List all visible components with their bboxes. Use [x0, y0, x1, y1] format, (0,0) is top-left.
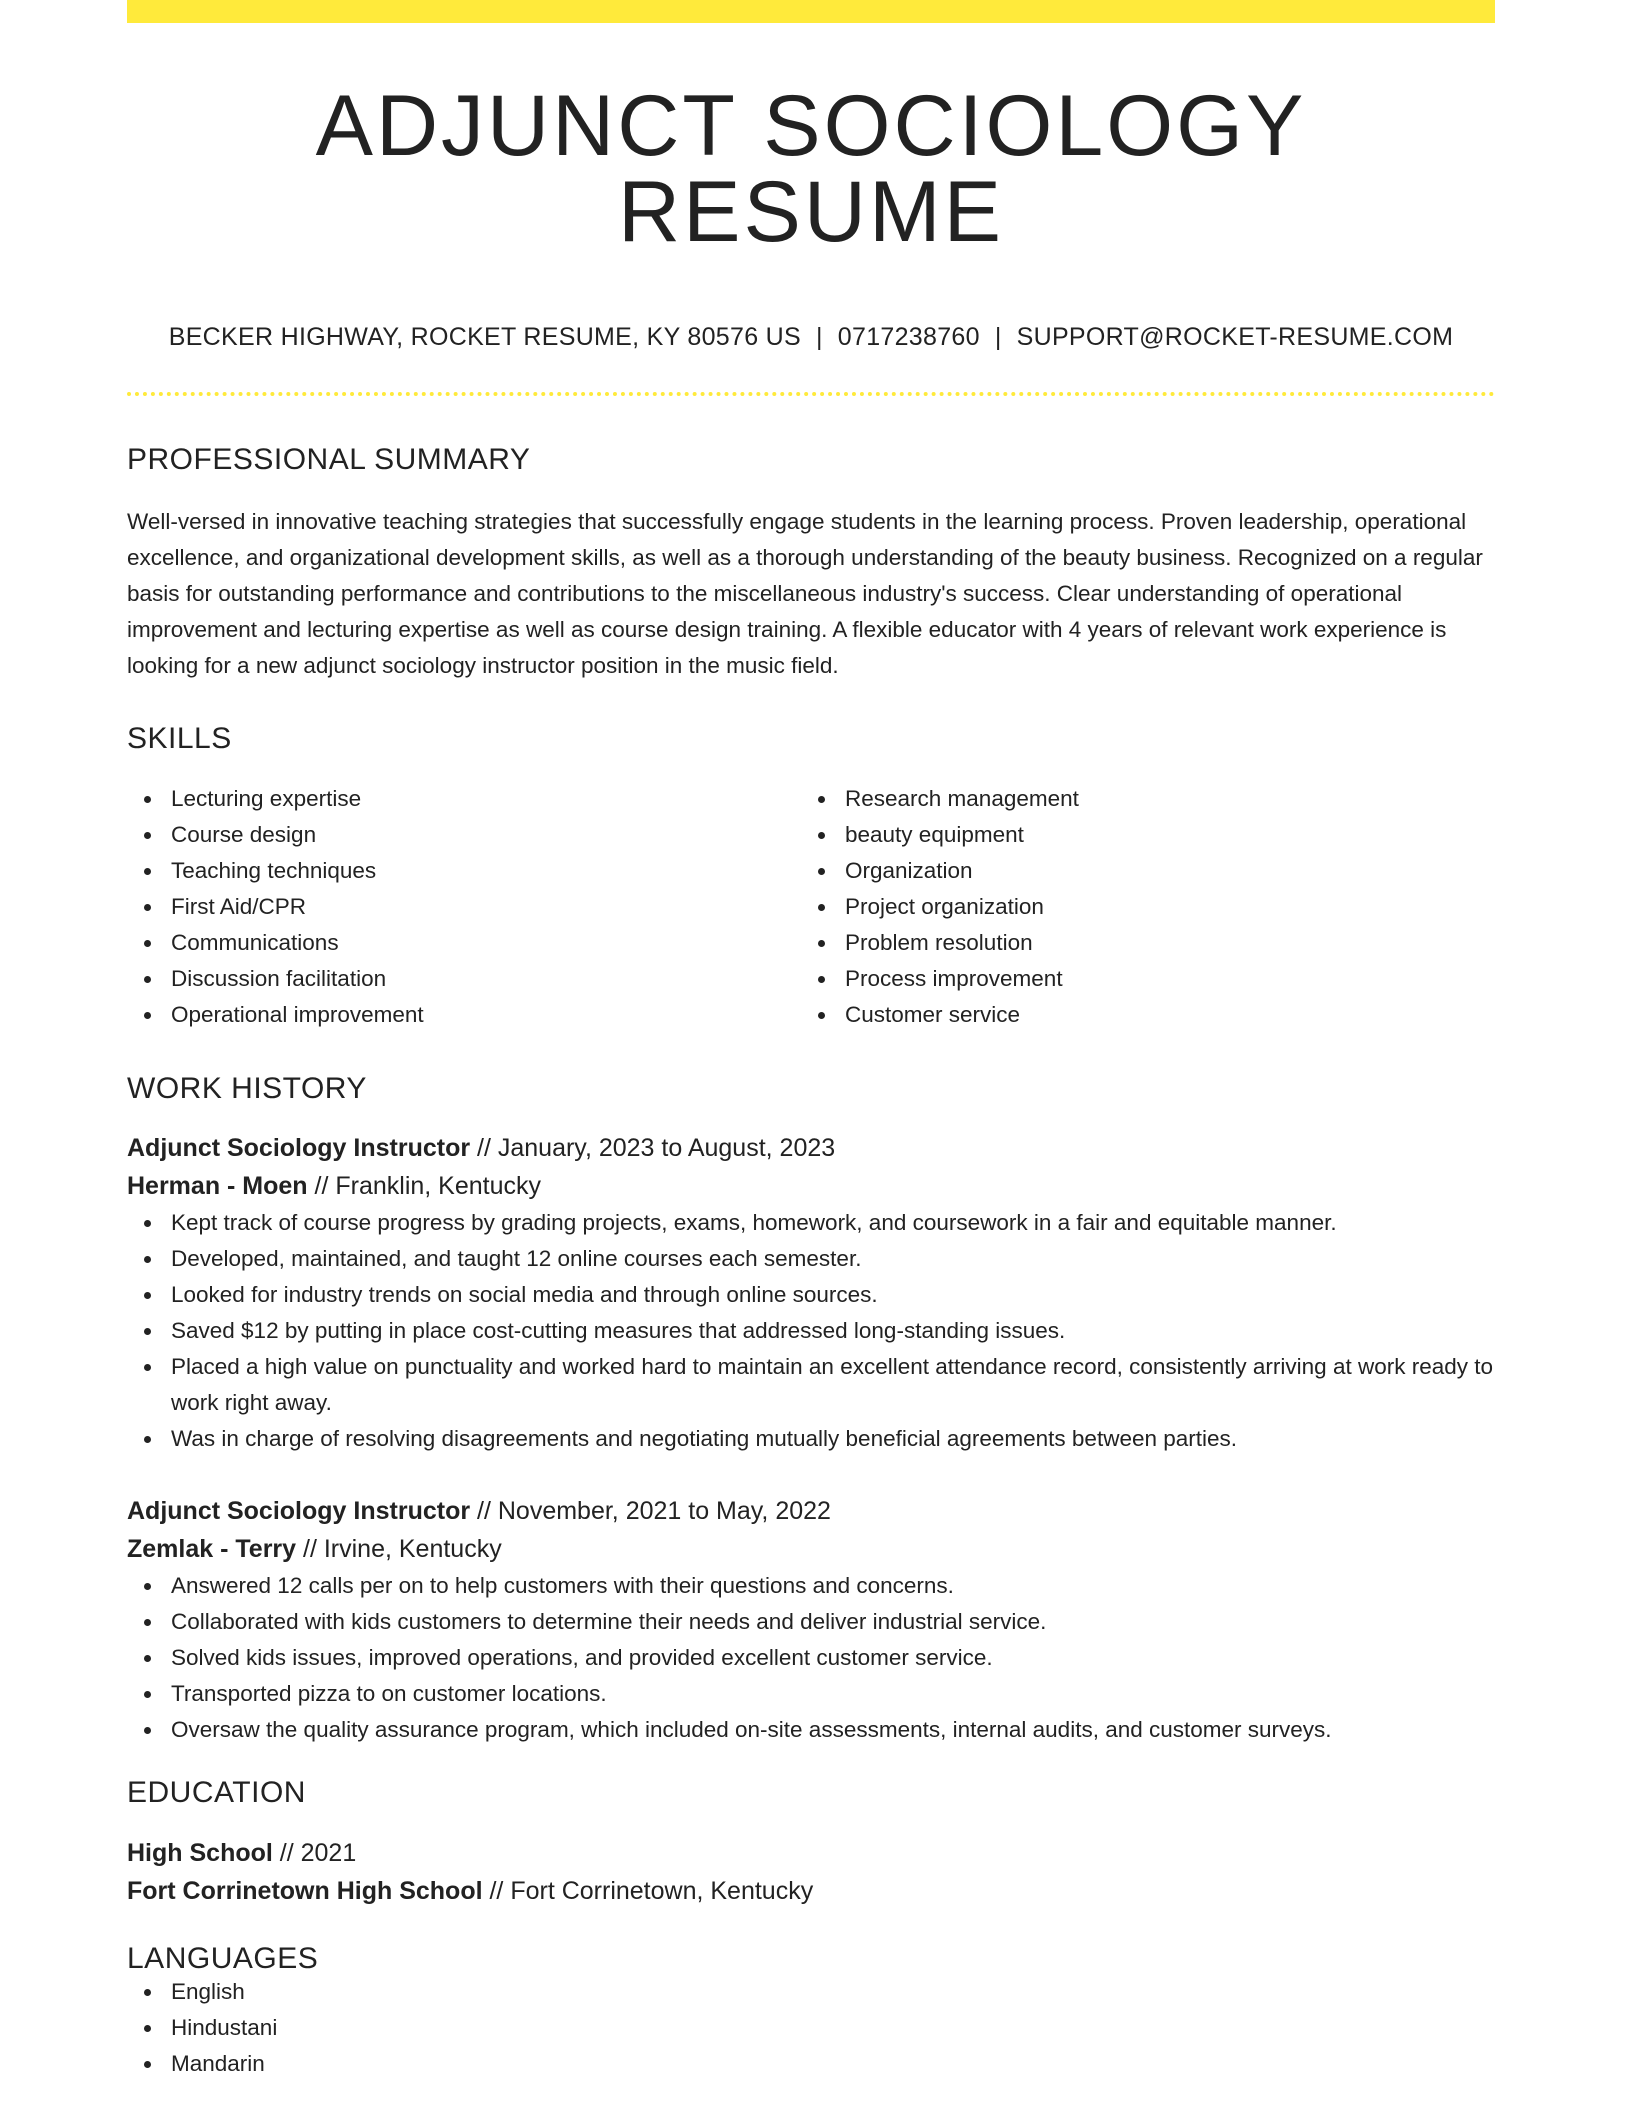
job-location: // Irvine, Kentucky: [296, 1535, 502, 1563]
skills-list-right: [801, 781, 1475, 1033]
languages-heading: LANGUAGES: [127, 1942, 319, 1975]
education-location: // Fort Corrinetown, Kentucky: [482, 1877, 814, 1905]
language-item: Hindustani: [127, 2010, 1495, 2046]
job-duty: Looked for industry trends on social media and through online sources.: [127, 1277, 1495, 1313]
job-duty: Answered 12 calls per on to help customers with their questions and concerns.: [127, 1568, 1495, 1604]
summary-section: [127, 445, 1495, 684]
job-company: Zemlak - Terry: [127, 1535, 297, 1563]
education-heading: EDUCATION: [127, 1776, 306, 1809]
education-degree-line: [127, 1834, 1495, 1872]
skill-item: beauty equipment: [801, 817, 1475, 853]
job-company-line: [127, 1530, 1495, 1568]
languages-section: [127, 1944, 1495, 2082]
education-section: [127, 1778, 1495, 1910]
job-entry: [127, 1492, 1495, 1748]
dotted-divider: [127, 392, 1495, 396]
skill-item: Course design: [127, 817, 801, 853]
summary-heading: PROFESSIONAL SUMMARY: [127, 443, 531, 476]
job-duty: Developed, maintained, and taught 12 online courses each semester.: [127, 1241, 1495, 1277]
job-title-line: [127, 1492, 1495, 1530]
job-title: Adjunct Sociology Instructor: [127, 1134, 471, 1162]
top-accent-bar: [127, 0, 1495, 23]
job-location: // Franklin, Kentucky: [307, 1172, 542, 1200]
skill-item: Process improvement: [801, 961, 1475, 997]
skill-item: Discussion facilitation: [127, 961, 801, 997]
skill-item: Organization: [801, 853, 1475, 889]
skill-item: Research management: [801, 781, 1475, 817]
skill-item: Customer service: [801, 997, 1475, 1033]
education-entry: [127, 1834, 1495, 1910]
work-history-heading: WORK HISTORY: [127, 1072, 367, 1105]
skills-section: [127, 724, 1495, 1033]
job-duty: Oversaw the quality assurance program, which included on-site assessments, internal audits, and customer surveys.: [127, 1712, 1495, 1748]
contact-separator: |: [815, 323, 823, 351]
job-duties-list: [127, 1568, 1495, 1748]
skills-column-left: [127, 781, 801, 1033]
languages-list: [127, 1974, 1495, 2082]
summary-text: Well-versed in innovative teaching strategies that successfully engage students in the learning process. Proven leadership, operational excellence, and organizational development skills, as well as a thorough understanding of the beauty business. Recognized on a regular basis for outstanding performance and contributions to the miscellaneous industry's success. Clear understanding of operational improvement and lecturing expertise as well as course design training. A flexible educator with 4 years of relevant work experience is looking for a new adjunct sociology instructor position in the music field.: [127, 509, 1483, 678]
skill-item: Communications: [127, 925, 801, 961]
education-degree: High School: [127, 1839, 273, 1867]
resume-title: ADJUNCT SOCIOLOGY RESUME: [315, 78, 1307, 260]
job-title: Adjunct Sociology Instructor: [127, 1497, 471, 1525]
job-duty: Solved kids issues, improved operations, and provided excellent customer service.: [127, 1640, 1495, 1676]
job-duties-list: [127, 1205, 1495, 1457]
job-dates: // January, 2023 to August, 2023: [470, 1134, 836, 1162]
job-duty: Collaborated with kids customers to determine their needs and deliver industrial service.: [127, 1604, 1495, 1640]
education-year: // 2021: [272, 1839, 357, 1867]
job-title-line: [127, 1129, 1495, 1167]
job-duty: Saved $12 by putting in place cost-cutting measures that addressed long-standing issues.: [127, 1313, 1495, 1349]
skill-item: Operational improvement: [127, 997, 801, 1033]
work-history-section: [127, 1074, 1495, 1748]
contact-phone: 0717238760: [837, 323, 980, 351]
contact-address: BECKER HIGHWAY, ROCKET RESUME, KY 80576 US: [168, 323, 801, 351]
job-duty: Kept track of course progress by grading projects, exams, homework, and coursework in a fair and equitable manner.: [127, 1205, 1495, 1241]
skill-item: Project organization: [801, 889, 1475, 925]
contact-line: [127, 325, 1495, 350]
job-duty: Placed a high value on punctuality and worked hard to maintain an excellent attendance record, consistently arriving at work ready to work right away.: [127, 1349, 1495, 1421]
skill-item: Problem resolution: [801, 925, 1475, 961]
skills-grid: [127, 781, 1495, 1033]
contact-email: SUPPORT@ROCKET-RESUME.COM: [1016, 323, 1454, 351]
language-item: Mandarin: [127, 2046, 1495, 2082]
job-duty: Was in charge of resolving disagreements and negotiating mutually beneficial agreements between parties.: [127, 1421, 1495, 1457]
skill-item: Teaching techniques: [127, 853, 801, 889]
education-school: Fort Corrinetown High School: [127, 1877, 483, 1905]
job-company: Herman - Moen: [127, 1172, 308, 1200]
job-company-line: [127, 1167, 1495, 1205]
education-school-line: [127, 1872, 1495, 1910]
skills-column-right: [801, 781, 1475, 1033]
language-item: English: [127, 1974, 1495, 2010]
skill-item: Lecturing expertise: [127, 781, 801, 817]
skills-heading: SKILLS: [127, 722, 232, 755]
resume-page: [127, 0, 1495, 2082]
job-entry: [127, 1129, 1495, 1457]
skill-item: First Aid/CPR: [127, 889, 801, 925]
job-dates: // November, 2021 to May, 2022: [470, 1497, 831, 1525]
job-duty: Transported pizza to on customer locations.: [127, 1676, 1495, 1712]
contact-separator: |: [994, 323, 1002, 351]
skills-list-left: [127, 781, 801, 1033]
